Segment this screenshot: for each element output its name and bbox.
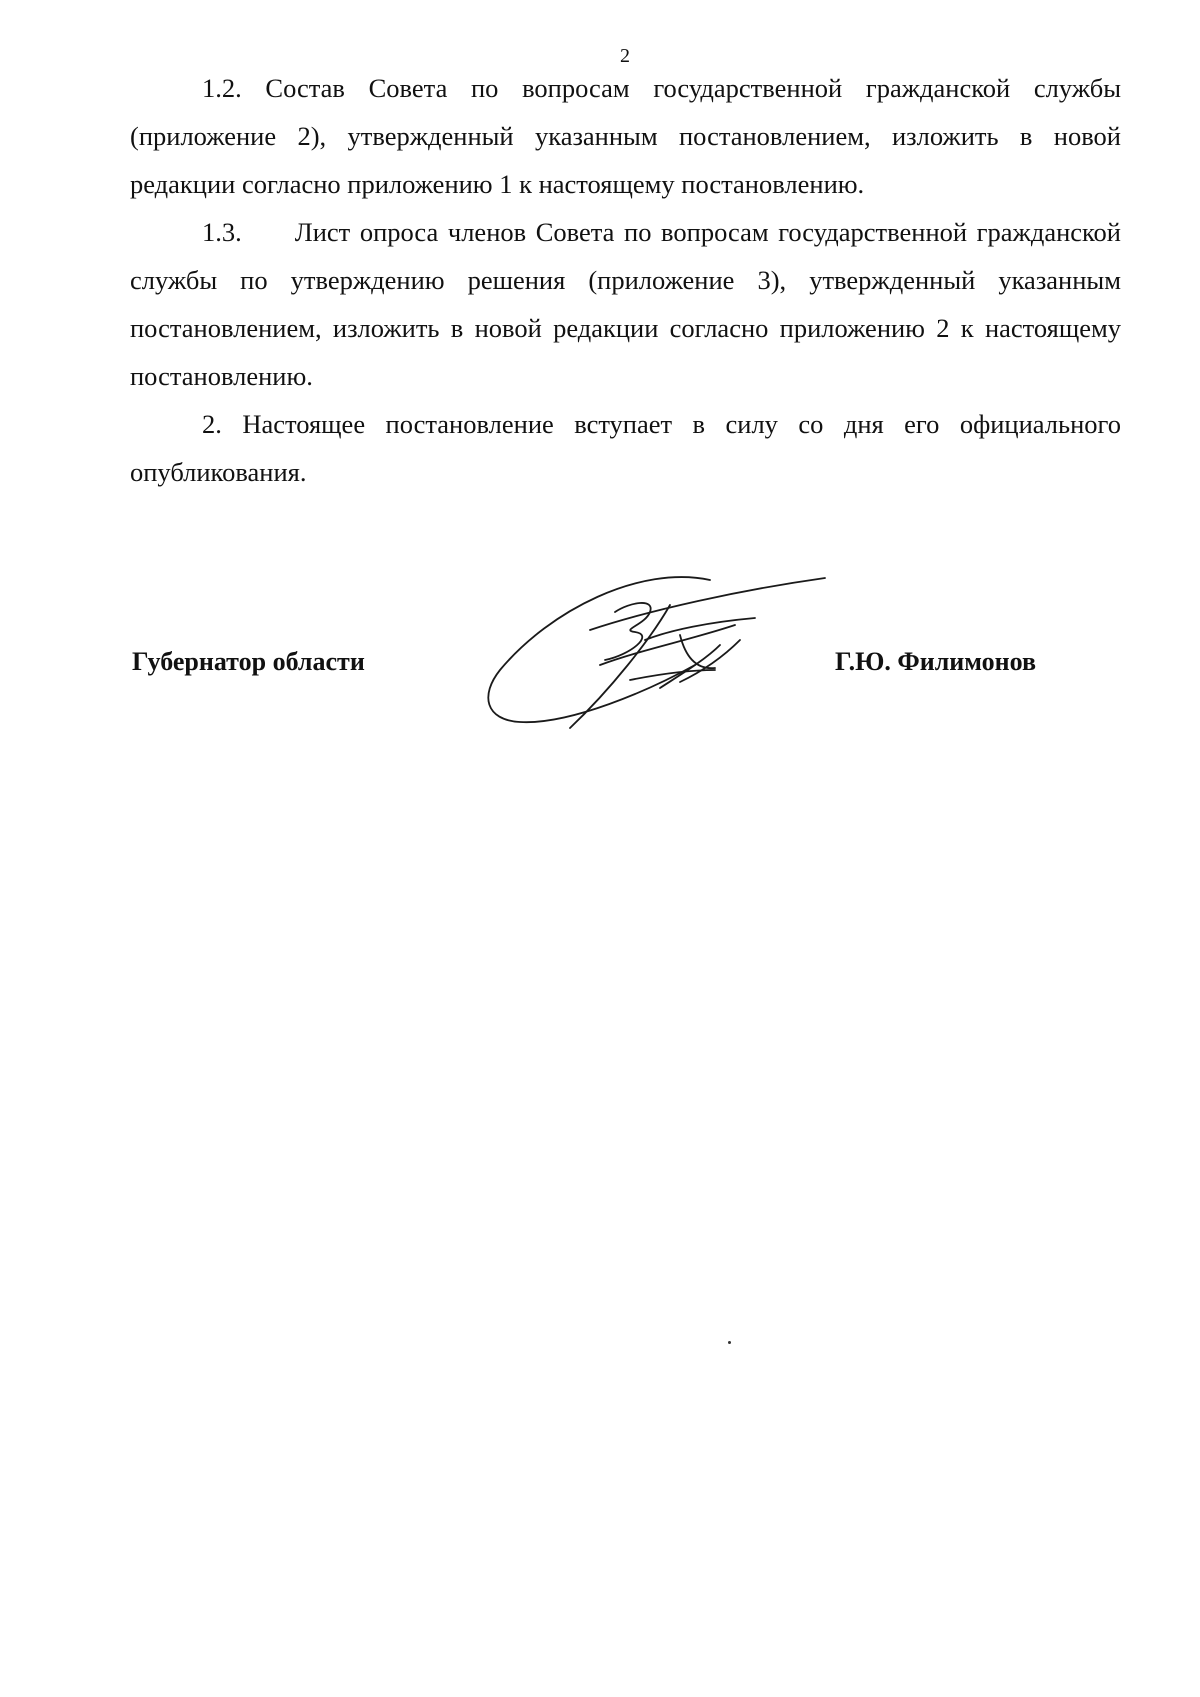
scan-speck bbox=[728, 1341, 731, 1344]
paragraph-1-2: 1.2. Состав Совета по вопросам государственной гражданской службы (приложение 2), утвержденный указанным постановлением, изложить в новой редакции согласно приложению 1 к настоящему постановлению. bbox=[130, 73, 1121, 199]
signatory-title: Губернатор области bbox=[132, 647, 365, 676]
page-number: 2 bbox=[620, 45, 630, 67]
paragraph-1-3: 1.3. Лист опроса членов Совета по вопросам государственной гражданской службы по утверждению решения (приложение 3), утвержденный указанным постановлением, изложить в новой редакции согласно приложению 2 к настоящему постановлению. bbox=[130, 217, 1121, 391]
document-body bbox=[130, 64, 1121, 496]
handwritten-signature bbox=[480, 570, 840, 740]
paragraph-2: 2. Настоящее постановление вступает в силу со дня его официального опубликования. bbox=[130, 409, 1121, 487]
signatory-name: Г.Ю. Филимонов bbox=[835, 647, 1037, 676]
